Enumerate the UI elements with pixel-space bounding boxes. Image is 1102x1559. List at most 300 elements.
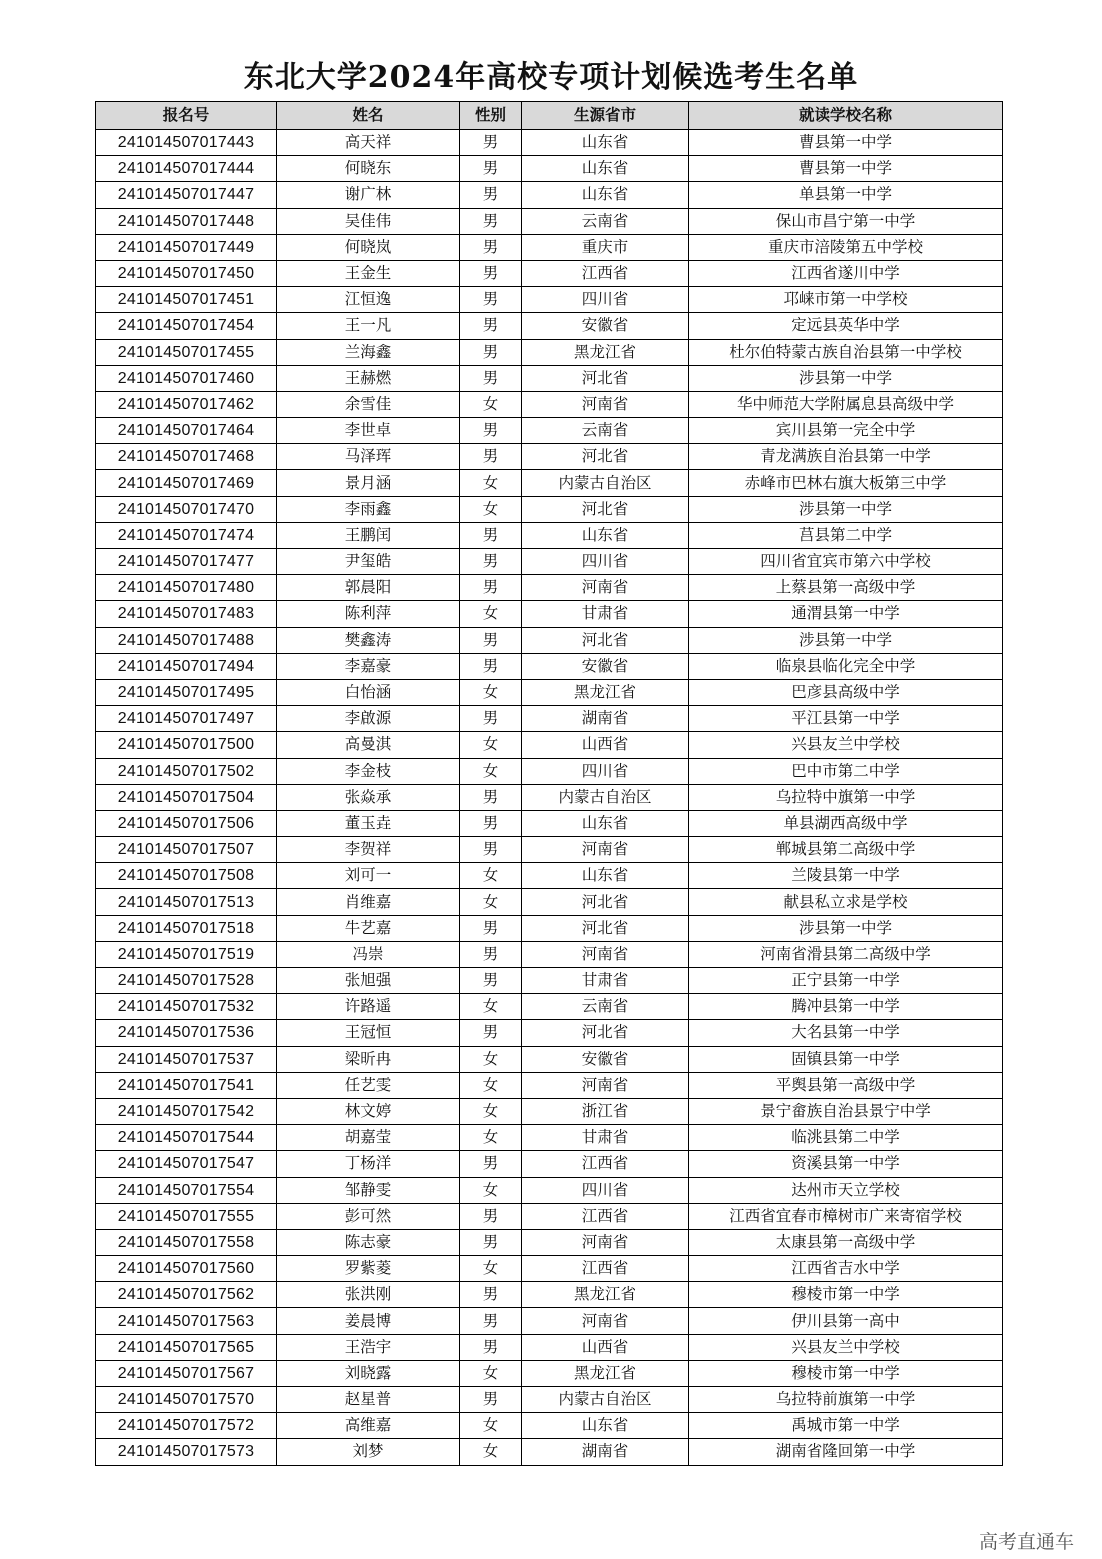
table-row — [96, 1203, 1003, 1229]
province-cell: 四川省 — [522, 1177, 689, 1203]
school-cell: 禹城市第一中学 — [689, 1413, 1003, 1439]
gender-cell: 女 — [460, 1046, 522, 1072]
gender-cell: 男 — [460, 941, 522, 967]
province-cell: 安徽省 — [522, 313, 689, 339]
province-cell: 黑龙江省 — [522, 339, 689, 365]
watermark-text: 高考直通车 — [978, 1531, 1074, 1553]
table-row — [96, 758, 1003, 784]
table-row — [96, 889, 1003, 915]
name-cell: 彭可然 — [277, 1203, 460, 1229]
column-header-school: 就读学校名称 — [689, 102, 1003, 130]
province-cell: 重庆市 — [522, 234, 689, 260]
name-cell: 李贺祥 — [277, 837, 460, 863]
province-cell: 内蒙古自治区 — [522, 470, 689, 496]
school-cell: 穆棱市第一中学 — [689, 1282, 1003, 1308]
table-row — [96, 1072, 1003, 1098]
gender-cell: 女 — [460, 1256, 522, 1282]
province-cell: 云南省 — [522, 418, 689, 444]
gender-cell: 女 — [460, 470, 522, 496]
school-cell: 青龙满族自治县第一中学 — [689, 444, 1003, 470]
table-row — [96, 130, 1003, 156]
gender-cell: 女 — [460, 1125, 522, 1151]
table-row — [96, 915, 1003, 941]
school-cell: 杜尔伯特蒙古族自治县第一中学校 — [689, 339, 1003, 365]
table-header — [96, 102, 1003, 130]
name-cell: 马泽珲 — [277, 444, 460, 470]
province-cell: 四川省 — [522, 549, 689, 575]
school-cell: 江西省吉水中学 — [689, 1256, 1003, 1282]
province-cell: 河南省 — [522, 941, 689, 967]
table-row — [96, 208, 1003, 234]
registration-number-cell: 241014507017572 — [96, 1413, 277, 1439]
registration-number-cell: 241014507017451 — [96, 287, 277, 313]
school-cell: 巴彦县高级中学 — [689, 679, 1003, 705]
school-cell: 涉县第一中学 — [689, 627, 1003, 653]
province-cell: 湖南省 — [522, 706, 689, 732]
registration-number-cell: 241014507017558 — [96, 1229, 277, 1255]
school-cell: 景宁畲族自治县景宁中学 — [689, 1098, 1003, 1124]
table-row — [96, 1229, 1003, 1255]
province-cell: 云南省 — [522, 208, 689, 234]
name-cell: 罗紫菱 — [277, 1256, 460, 1282]
table-row — [96, 470, 1003, 496]
name-cell: 王赫燃 — [277, 365, 460, 391]
registration-number-cell: 241014507017547 — [96, 1151, 277, 1177]
name-cell: 何晓岚 — [277, 234, 460, 260]
registration-number-cell: 241014507017455 — [96, 339, 277, 365]
name-cell: 赵星普 — [277, 1387, 460, 1413]
school-cell: 湖南省隆回第一中学 — [689, 1439, 1003, 1465]
name-cell: 刘梦 — [277, 1439, 460, 1465]
table-row — [96, 837, 1003, 863]
table-row — [96, 1360, 1003, 1386]
province-cell: 云南省 — [522, 994, 689, 1020]
table-row — [96, 784, 1003, 810]
gender-cell: 男 — [460, 915, 522, 941]
name-cell: 王冠恒 — [277, 1020, 460, 1046]
table-row — [96, 339, 1003, 365]
column-header-province: 生源省市 — [522, 102, 689, 130]
name-cell: 姜晨博 — [277, 1308, 460, 1334]
registration-number-cell: 241014507017462 — [96, 391, 277, 417]
name-cell: 邹静雯 — [277, 1177, 460, 1203]
name-cell: 胡嘉莹 — [277, 1125, 460, 1151]
gender-cell: 男 — [460, 260, 522, 286]
province-cell: 江西省 — [522, 1151, 689, 1177]
name-cell: 林文婷 — [277, 1098, 460, 1124]
registration-number-cell: 241014507017444 — [96, 156, 277, 182]
name-cell: 李金枝 — [277, 758, 460, 784]
school-cell: 资溪县第一中学 — [689, 1151, 1003, 1177]
school-cell: 达州市天立学校 — [689, 1177, 1003, 1203]
table-row — [96, 418, 1003, 444]
province-cell: 山东省 — [522, 156, 689, 182]
gender-cell: 男 — [460, 313, 522, 339]
name-cell: 王鹏闰 — [277, 522, 460, 548]
province-cell: 黑龙江省 — [522, 1282, 689, 1308]
registration-number-cell: 241014507017573 — [96, 1439, 277, 1465]
name-cell: 郭晨阳 — [277, 575, 460, 601]
school-cell: 临泉县临化完全中学 — [689, 653, 1003, 679]
table-row — [96, 732, 1003, 758]
name-cell: 高曼淇 — [277, 732, 460, 758]
gender-cell: 男 — [460, 1203, 522, 1229]
registration-number-cell: 241014507017513 — [96, 889, 277, 915]
column-header-gender: 性别 — [460, 102, 522, 130]
name-cell: 兰海鑫 — [277, 339, 460, 365]
table-row — [96, 706, 1003, 732]
table-row — [96, 1020, 1003, 1046]
gender-cell: 男 — [460, 1282, 522, 1308]
name-cell: 白怡涵 — [277, 679, 460, 705]
gender-cell: 女 — [460, 601, 522, 627]
school-cell: 太康县第一高级中学 — [689, 1229, 1003, 1255]
registration-number-cell: 241014507017562 — [96, 1282, 277, 1308]
registration-number-cell: 241014507017448 — [96, 208, 277, 234]
province-cell: 河北省 — [522, 889, 689, 915]
gender-cell: 男 — [460, 575, 522, 601]
gender-cell: 男 — [460, 339, 522, 365]
school-cell: 献县私立求是学校 — [689, 889, 1003, 915]
gender-cell: 女 — [460, 889, 522, 915]
gender-cell: 女 — [460, 863, 522, 889]
table-row — [96, 391, 1003, 417]
gender-cell: 女 — [460, 391, 522, 417]
school-cell: 四川省宜宾市第六中学校 — [689, 549, 1003, 575]
name-cell: 李嘉豪 — [277, 653, 460, 679]
province-cell: 河北省 — [522, 915, 689, 941]
gender-cell: 男 — [460, 1387, 522, 1413]
province-cell: 浙江省 — [522, 1098, 689, 1124]
school-cell: 通渭县第一中学 — [689, 601, 1003, 627]
table-row — [96, 968, 1003, 994]
gender-cell: 男 — [460, 627, 522, 653]
table-row — [96, 1151, 1003, 1177]
gender-cell: 女 — [460, 1177, 522, 1203]
table-body — [96, 130, 1003, 1466]
name-cell: 李雨鑫 — [277, 496, 460, 522]
registration-number-cell: 241014507017542 — [96, 1098, 277, 1124]
school-cell: 重庆市涪陵第五中学校 — [689, 234, 1003, 260]
table-row — [96, 1256, 1003, 1282]
province-cell: 甘肃省 — [522, 1125, 689, 1151]
name-cell: 陈利萍 — [277, 601, 460, 627]
name-cell: 李世卓 — [277, 418, 460, 444]
province-cell: 山东省 — [522, 1413, 689, 1439]
registration-number-cell: 241014507017528 — [96, 968, 277, 994]
province-cell: 黑龙江省 — [522, 1360, 689, 1386]
gender-cell: 女 — [460, 1072, 522, 1098]
registration-number-cell: 241014507017488 — [96, 627, 277, 653]
school-cell: 保山市昌宁第一中学 — [689, 208, 1003, 234]
registration-number-cell: 241014507017555 — [96, 1203, 277, 1229]
school-cell: 穆棱市第一中学 — [689, 1360, 1003, 1386]
gender-cell: 女 — [460, 1413, 522, 1439]
table-row — [96, 1308, 1003, 1334]
province-cell: 河北省 — [522, 627, 689, 653]
province-cell: 四川省 — [522, 287, 689, 313]
registration-number-cell: 241014507017567 — [96, 1360, 277, 1386]
school-cell: 固镇县第一中学 — [689, 1046, 1003, 1072]
school-cell: 大名县第一中学 — [689, 1020, 1003, 1046]
table-row — [96, 601, 1003, 627]
table-row — [96, 1125, 1003, 1151]
name-cell: 吴佳伟 — [277, 208, 460, 234]
province-cell: 河北省 — [522, 1020, 689, 1046]
name-cell: 任艺雯 — [277, 1072, 460, 1098]
gender-cell: 男 — [460, 287, 522, 313]
gender-cell: 男 — [460, 968, 522, 994]
province-cell: 山西省 — [522, 732, 689, 758]
gender-cell: 男 — [460, 234, 522, 260]
registration-number-cell: 241014507017500 — [96, 732, 277, 758]
table-row — [96, 313, 1003, 339]
school-cell: 涉县第一中学 — [689, 915, 1003, 941]
gender-cell: 男 — [460, 706, 522, 732]
table-row — [96, 653, 1003, 679]
table-row — [96, 1387, 1003, 1413]
province-cell: 山西省 — [522, 1334, 689, 1360]
registration-number-cell: 241014507017449 — [96, 234, 277, 260]
table-row — [96, 627, 1003, 653]
gender-cell: 男 — [460, 156, 522, 182]
school-cell: 兰陵县第一中学 — [689, 863, 1003, 889]
registration-number-cell: 241014507017537 — [96, 1046, 277, 1072]
gender-cell: 男 — [460, 182, 522, 208]
province-cell: 湖南省 — [522, 1439, 689, 1465]
table-row — [96, 1413, 1003, 1439]
province-cell: 河南省 — [522, 1229, 689, 1255]
gender-cell: 男 — [460, 418, 522, 444]
name-cell: 丁杨洋 — [277, 1151, 460, 1177]
gender-cell: 男 — [460, 444, 522, 470]
registration-number-cell: 241014507017450 — [96, 260, 277, 286]
registration-number-cell: 241014507017470 — [96, 496, 277, 522]
name-cell: 谢广林 — [277, 182, 460, 208]
registration-number-cell: 241014507017541 — [96, 1072, 277, 1098]
province-cell: 山东省 — [522, 522, 689, 548]
school-cell: 单县湖西高级中学 — [689, 810, 1003, 836]
registration-number-cell: 241014507017536 — [96, 1020, 277, 1046]
gender-cell: 男 — [460, 522, 522, 548]
registration-number-cell: 241014507017508 — [96, 863, 277, 889]
table-row — [96, 156, 1003, 182]
registration-number-cell: 241014507017506 — [96, 810, 277, 836]
registration-number-cell: 241014507017477 — [96, 549, 277, 575]
school-cell: 单县第一中学 — [689, 182, 1003, 208]
school-cell: 曹县第一中学 — [689, 156, 1003, 182]
school-cell: 定远县英华中学 — [689, 313, 1003, 339]
school-cell: 江西省宜春市樟树市广来寄宿学校 — [689, 1203, 1003, 1229]
table-row — [96, 549, 1003, 575]
school-cell: 腾冲县第一中学 — [689, 994, 1003, 1020]
table-row — [96, 522, 1003, 548]
registration-number-cell: 241014507017570 — [96, 1387, 277, 1413]
name-cell: 尹玺皓 — [277, 549, 460, 575]
province-cell: 河南省 — [522, 575, 689, 601]
registration-number-cell: 241014507017532 — [96, 994, 277, 1020]
gender-cell: 男 — [460, 549, 522, 575]
school-cell: 兴县友兰中学校 — [689, 732, 1003, 758]
registration-number-cell: 241014507017483 — [96, 601, 277, 627]
province-cell: 河北省 — [522, 444, 689, 470]
gender-cell: 男 — [460, 365, 522, 391]
gender-cell: 男 — [460, 130, 522, 156]
table-row — [96, 444, 1003, 470]
name-cell: 张旭强 — [277, 968, 460, 994]
province-cell: 河南省 — [522, 391, 689, 417]
registration-number-cell: 241014507017518 — [96, 915, 277, 941]
table-row — [96, 575, 1003, 601]
table-row — [96, 810, 1003, 836]
registration-number-cell: 241014507017495 — [96, 679, 277, 705]
school-cell: 乌拉特前旗第一中学 — [689, 1387, 1003, 1413]
name-cell: 余雪佳 — [277, 391, 460, 417]
name-cell: 张焱承 — [277, 784, 460, 810]
table-row — [96, 260, 1003, 286]
name-cell: 高天祥 — [277, 130, 460, 156]
registration-number-cell: 241014507017554 — [96, 1177, 277, 1203]
gender-cell: 女 — [460, 732, 522, 758]
name-cell: 何晓东 — [277, 156, 460, 182]
school-cell: 赤峰市巴林右旗大板第三中学 — [689, 470, 1003, 496]
table-row — [96, 365, 1003, 391]
name-cell: 高维嘉 — [277, 1413, 460, 1439]
name-cell: 梁昕冉 — [277, 1046, 460, 1072]
gender-cell: 女 — [460, 679, 522, 705]
table-row — [96, 863, 1003, 889]
name-cell: 王浩宇 — [277, 1334, 460, 1360]
gender-cell: 男 — [460, 1020, 522, 1046]
header-row — [96, 102, 1003, 130]
table-row — [96, 234, 1003, 260]
school-cell: 伊川县第一高中 — [689, 1308, 1003, 1334]
gender-cell: 男 — [460, 1151, 522, 1177]
table-row — [96, 994, 1003, 1020]
table-row — [96, 941, 1003, 967]
school-cell: 郸城县第二高级中学 — [689, 837, 1003, 863]
table-row — [96, 1177, 1003, 1203]
province-cell: 内蒙古自治区 — [522, 784, 689, 810]
province-cell: 河南省 — [522, 1308, 689, 1334]
gender-cell: 男 — [460, 810, 522, 836]
column-header-registration-number: 报名号 — [96, 102, 277, 130]
school-cell: 江西省遂川中学 — [689, 260, 1003, 286]
name-cell: 樊鑫涛 — [277, 627, 460, 653]
school-cell: 平江县第一中学 — [689, 706, 1003, 732]
gender-cell: 男 — [460, 653, 522, 679]
name-cell: 刘可一 — [277, 863, 460, 889]
gender-cell: 女 — [460, 994, 522, 1020]
registration-number-cell: 241014507017565 — [96, 1334, 277, 1360]
registration-number-cell: 241014507017469 — [96, 470, 277, 496]
table-row — [96, 287, 1003, 313]
school-cell: 华中师范大学附属息县高级中学 — [689, 391, 1003, 417]
registration-number-cell: 241014507017447 — [96, 182, 277, 208]
gender-cell: 男 — [460, 784, 522, 810]
table-row — [96, 1439, 1003, 1465]
school-cell: 临洮县第二中学 — [689, 1125, 1003, 1151]
registration-number-cell: 241014507017519 — [96, 941, 277, 967]
registration-number-cell: 241014507017504 — [96, 784, 277, 810]
school-cell: 邛崃市第一中学校 — [689, 287, 1003, 313]
registration-number-cell: 241014507017464 — [96, 418, 277, 444]
name-cell: 李啟源 — [277, 706, 460, 732]
province-cell: 安徽省 — [522, 1046, 689, 1072]
name-cell: 景月涵 — [277, 470, 460, 496]
gender-cell: 女 — [460, 496, 522, 522]
registration-number-cell: 241014507017480 — [96, 575, 277, 601]
name-cell: 江恒逸 — [277, 287, 460, 313]
province-cell: 内蒙古自治区 — [522, 1387, 689, 1413]
province-cell: 黑龙江省 — [522, 679, 689, 705]
registration-number-cell: 241014507017468 — [96, 444, 277, 470]
table-row — [96, 1334, 1003, 1360]
province-cell: 河北省 — [522, 496, 689, 522]
province-cell: 山东省 — [522, 863, 689, 889]
province-cell: 河南省 — [522, 837, 689, 863]
school-cell: 平舆县第一高级中学 — [689, 1072, 1003, 1098]
name-cell: 许路遥 — [277, 994, 460, 1020]
province-cell: 四川省 — [522, 758, 689, 784]
gender-cell: 女 — [460, 758, 522, 784]
school-cell: 莒县第二中学 — [689, 522, 1003, 548]
gender-cell: 女 — [460, 1360, 522, 1386]
name-cell: 肖维嘉 — [277, 889, 460, 915]
school-cell: 巴中市第二中学 — [689, 758, 1003, 784]
name-cell: 陈志豪 — [277, 1229, 460, 1255]
name-cell: 冯崇 — [277, 941, 460, 967]
gender-cell: 男 — [460, 208, 522, 234]
province-cell: 安徽省 — [522, 653, 689, 679]
table-row — [96, 182, 1003, 208]
name-cell: 牛艺嘉 — [277, 915, 460, 941]
name-cell: 王一凡 — [277, 313, 460, 339]
gender-cell: 男 — [460, 1229, 522, 1255]
page-title: 东北大学2024年高校专项计划候选考生名单 — [243, 60, 859, 95]
province-cell: 江西省 — [522, 1256, 689, 1282]
province-cell: 江西省 — [522, 260, 689, 286]
registration-number-cell: 241014507017560 — [96, 1256, 277, 1282]
registration-number-cell: 241014507017507 — [96, 837, 277, 863]
table-row — [96, 1046, 1003, 1072]
registration-number-cell: 241014507017494 — [96, 653, 277, 679]
school-cell: 涉县第一中学 — [689, 365, 1003, 391]
table-row — [96, 1098, 1003, 1124]
school-cell: 河南省滑县第二高级中学 — [689, 941, 1003, 967]
registration-number-cell: 241014507017474 — [96, 522, 277, 548]
province-cell: 甘肃省 — [522, 968, 689, 994]
name-cell: 王金生 — [277, 260, 460, 286]
registration-number-cell: 241014507017460 — [96, 365, 277, 391]
name-cell: 张洪刚 — [277, 1282, 460, 1308]
school-cell: 正宁县第一中学 — [689, 968, 1003, 994]
name-cell: 董玉垚 — [277, 810, 460, 836]
registration-number-cell: 241014507017544 — [96, 1125, 277, 1151]
registration-number-cell: 241014507017454 — [96, 313, 277, 339]
province-cell: 江西省 — [522, 1203, 689, 1229]
province-cell: 甘肃省 — [522, 601, 689, 627]
province-cell: 山东省 — [522, 130, 689, 156]
gender-cell: 男 — [460, 1334, 522, 1360]
province-cell: 山东省 — [522, 182, 689, 208]
gender-cell: 男 — [460, 837, 522, 863]
school-cell: 涉县第一中学 — [689, 496, 1003, 522]
gender-cell: 女 — [460, 1439, 522, 1465]
name-cell: 刘晓露 — [277, 1360, 460, 1386]
registration-number-cell: 241014507017563 — [96, 1308, 277, 1334]
gender-cell: 女 — [460, 1098, 522, 1124]
